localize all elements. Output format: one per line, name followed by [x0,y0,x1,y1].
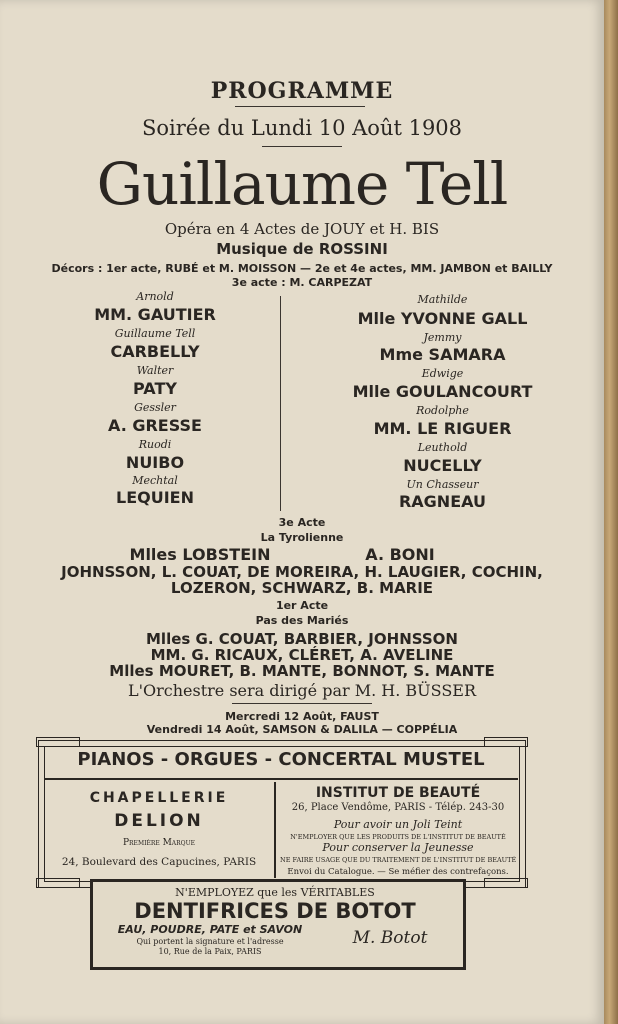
cast-actor: PATY [133,379,177,398]
ad-botot-address: 10, Rue de la Paix, PARIS [158,947,262,956]
opera-composer: Musique de ROSSINI [216,240,388,258]
cast-actor: LEQUIEN [116,488,194,507]
ornament-corner [36,737,80,747]
divider-rule [235,106,365,107]
cast-role: Jemmy [423,331,462,344]
ad-divider [274,782,276,878]
ad-institut-address: 26, Place Vendôme, PARIS - Télép. 243-30 [291,802,505,813]
decors-credit: Décors : 1er acte, RUBÉ et M. MOISSON — 2e et 4e actes, MM. JAMBON et BAILLY [51,262,553,275]
cast-role: Leuthold [417,441,468,454]
ad-mustel: PIANOS - ORGUES - CONCERTAL MUSTEL [77,749,485,770]
divider-rule [262,146,342,147]
soiree-date: Soirée du Lundi 10 Août 1908 [141,116,463,140]
ballet-dancers: Mlles MOURET, B. MANTE, BONNOT, S. MANTE [109,662,495,680]
cast-role: Ruodi [138,438,172,451]
ad-institut-catalogue: Envoi du Catalogue. — Se méfier des contrefaçons. [287,867,509,877]
cast-column-divider [280,296,281,511]
ad-delion-tagline: Première Marque [122,838,196,848]
ad-delion-address: 24, Boulevard des Capucines, PARIS [61,856,257,868]
ornament-corner [484,878,528,888]
cast-role: Rodolphe [416,404,469,417]
ad-botot-signature: M. Botot [352,928,428,948]
cast-actor: Mlle YVONNE GALL [357,309,528,328]
ad-institut-note: NE FAIRE USAGE QUE DU TRAITEMENT DE L'INSTITUT DE BEAUTÉ [280,856,517,864]
orchestra-conductor: L'Orchestre sera dirigé par M. H. BÜSSER [127,681,477,700]
ballet-act1-dance: Pas des Mariés [255,614,349,627]
ornament-corner [36,878,80,888]
ballet-lead: Mlles LOBSTEIN [129,545,271,564]
ad-botot-heading: N'EMPLOYEZ que les VÉRITABLES [175,886,375,899]
cast-role: Edwige [421,367,464,380]
ad-botot-brand: DENTIFRICES DE BOTOT [134,899,416,923]
cast-actor: Mlle GOULANCOURT [352,382,533,401]
ballet-corps: JOHNSSON, L. COUAT, DE MOREIRA, H. LAUGIER, COCHIN, [61,563,543,581]
ballet-dancers: Mlles G. COUAT, BARBIER, JOHNSSON [146,630,458,648]
ad-delion-heading: CHAPELLERIE [89,790,229,806]
divider-rule [232,703,372,704]
ad-delion-brand: DELION [114,811,204,831]
cast-actor: MM. LE RIGUER [373,419,512,438]
ad-institut-note: N'EMPLOYER QUE LES PRODUITS DE L'INSTITUT DE BEAUTÉ [290,833,506,841]
ballet-act3-heading: 3e Acte [278,516,326,529]
decors-credit-act3: 3e acte : M. CARPEZAT [231,276,373,289]
ad-institut-heading: INSTITUT DE BEAUTÉ [315,785,481,801]
cast-role: Un Chasseur [406,478,479,491]
cast-role: Gessler [134,401,176,414]
ballet-act1-heading: 1er Acte [275,599,329,612]
cast-role: Arnold [136,290,174,303]
ad-botot-products: EAU, POUDRE, PATE et SAVON [117,923,303,936]
divider-rule [44,778,518,780]
opera-authors: Opéra en 4 Actes de JOUY et H. BIS [164,220,440,238]
ad-institut-slogan: Pour avoir un Joli Teint [333,818,463,831]
book-binding [604,0,618,1024]
cast-role: Mechtal [132,474,178,487]
ballet-lead: A. BONI [365,545,435,564]
ad-botot-note: Qui portent la signature et l'adresse [136,937,284,946]
opera-title: Guillaume Tell [96,150,508,218]
cast-role: Guillaume Tell [114,327,196,340]
cast-role: Mathilde [417,293,468,306]
upcoming-performance: Vendredi 14 Août, SAMSON & DALILA — COPPÉLIA [146,723,458,736]
ballet-dancers: MM. G. RICAUX, CLÉRET, A. AVELINE [150,646,454,664]
cast-actor: A. GRESSE [108,416,202,435]
cast-actor: NUIBO [125,453,185,472]
cast-actor: Mme SAMARA [379,345,506,364]
cast-role: Walter [136,364,174,377]
cast-actor: NUCELLY [403,456,482,475]
ornament-corner [484,737,528,747]
programme-heading: PROGRAMME [210,78,394,104]
cast-actor: MM. GAUTIER [94,305,216,324]
ballet-corps: LOZERON, SCHWARZ, B. MARIE [170,579,434,597]
cast-actor: RAGNEAU [398,492,487,511]
ad-institut-slogan: Pour conserver la Jeunesse [322,841,474,854]
upcoming-performance: Mercredi 12 Août, FAUST [225,710,379,723]
cast-actor: CARBELLY [110,342,200,361]
ballet-act3-dance: La Tyrolienne [260,531,344,544]
